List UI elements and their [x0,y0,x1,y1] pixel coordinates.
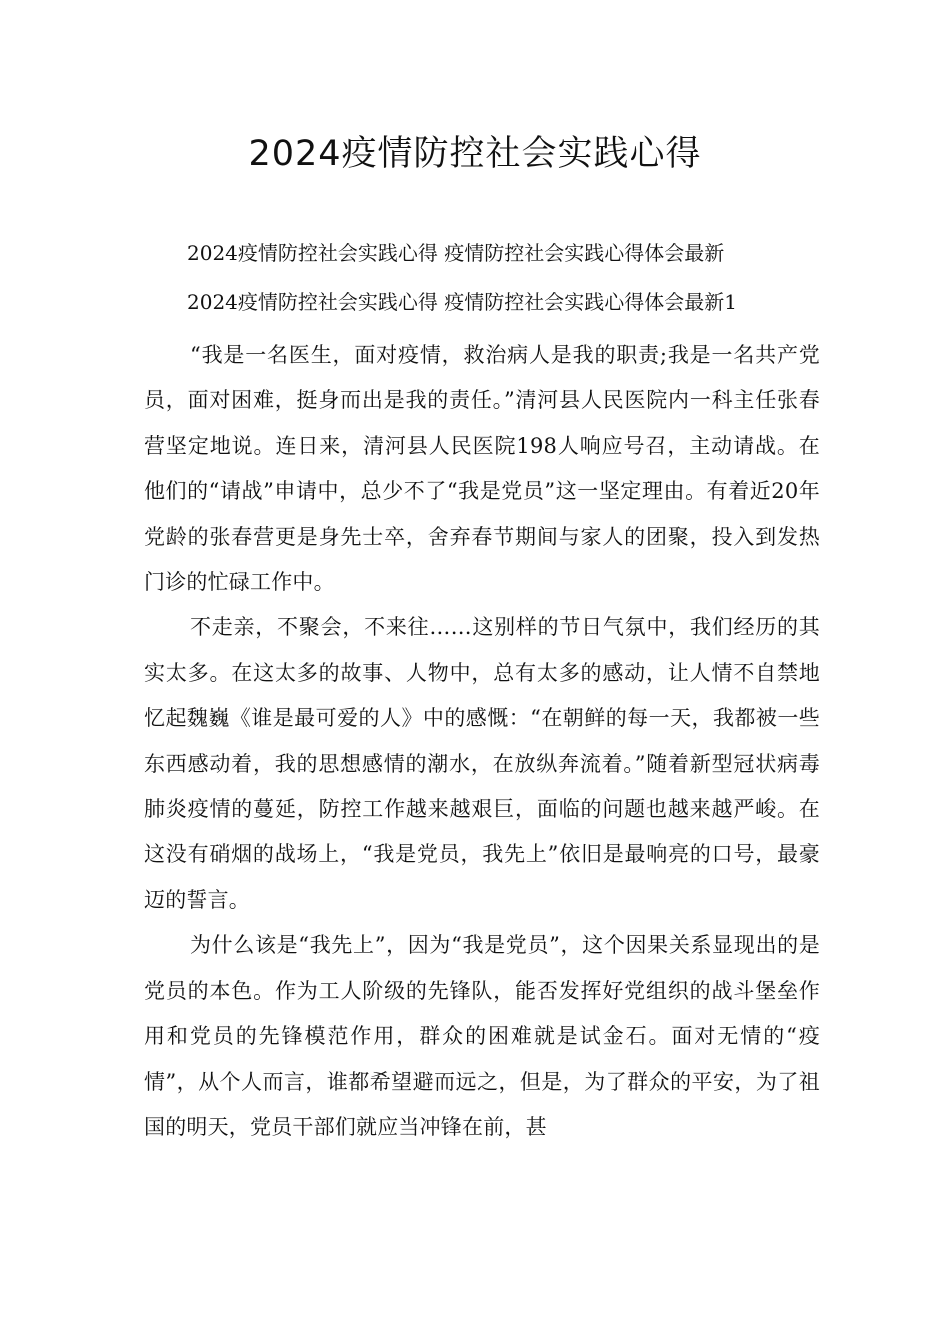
subtitle-line-2: 2024疫情防控社会实践心得 疫情防控社会实践心得体会最新1 [187,290,737,314]
paragraph-1: “我是一名医生，面对疫情，救治病人是我的职责;我是一名共产党员，面对困难，挺身而出是我的责任。”清河县人民医院内一科主任张春营坚定地说。连日来，清河县人民医院198人响应号召，主动请战。在他们的“请战”申请中，总少不了“我是党员”这一坚定理由。有着近20年党龄的张春营更是身先士卒，舍弃春节期间与家人的团聚，投入到发热门诊的忙碌工作中。 [144,343,820,595]
document-title: 2024疫情防控社会实践心得 [248,134,702,174]
paragraph-3: 为什么该是“我先上”，因为“我是党员”，这个因果关系显现出的是党员的本色。作为工人阶级的先锋队，能否发挥好党组织的战斗堡垒作用和党员的先锋模范作用，群众的困难就是试金石。面对无情的“疫情”，从个人而言，谁都希望避而远之，但是，为了群众的平安，为了祖国的明天，党员干部们就应当冲锋在前，甚 [144,933,820,1139]
document-body [144,333,820,1150]
paragraph-2: 不走亲，不聚会，不来往……这别样的节日气氛中，我们经历的其实太多。在这太多的故事、人物中，总有太多的感动，让人情不自禁地忆起魏巍《谁是最可爱的人》中的感慨：“在朝鲜的每一天，我都被一些东西感动着，我的思想感情的潮水，在放纵奔流着。”随着新型冠状病毒肺炎疫情的蔓延，防控工作越来越艰巨，面临的问题也越来越严峻。在这没有硝烟的战场上，“我是党员，我先上”依旧是最响亮的口号，最豪迈的誓言。 [144,615,820,912]
subtitle-line-1: 2024疫情防控社会实践心得 疫情防控社会实践心得体会最新 [187,241,725,265]
